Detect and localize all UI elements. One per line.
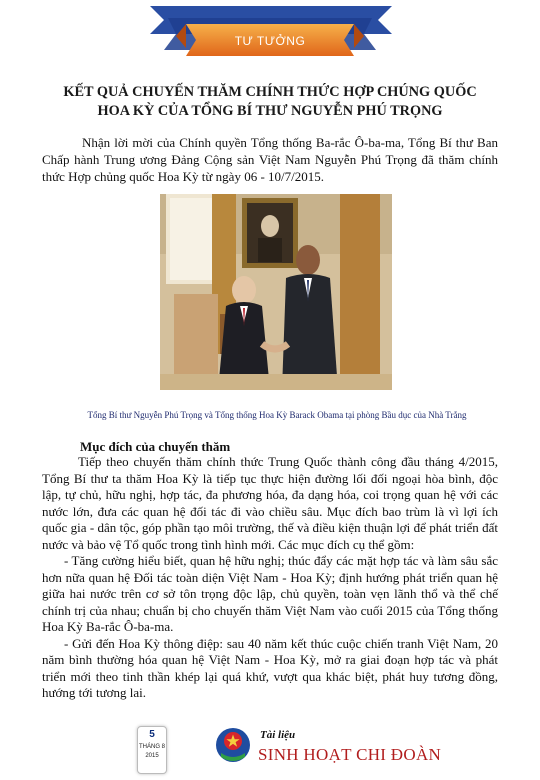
title-line-1: KẾT QUẢ CHUYẾN THĂM CHÍNH THỨC HỢP CHÚNG QUỐC xyxy=(63,84,477,100)
section-banner xyxy=(0,0,540,64)
page-number: 5 xyxy=(149,729,155,740)
body-paragraph-2: - Tăng cường hiểu biết, quan hệ hữu nghị; thúc đẩy các mặt hợp tác và làm sâu sắc hơn nữa quan hệ Đối tác toàn diện Việt Nam - Hoa Kỳ; định hướng phát triển quan hệ giữa hai nước trên cơ sở tôn trọng độc lập, chủ quyền, toàn vẹn lãnh thổ và thể chế chính trị của nhau; chuẩn bị cho chuyến thăm Việt Nam vào cuối 2015 của Tổng thống Hoa Kỳ Ba-rắc Ô-ba-ma. xyxy=(42,553,498,634)
series-label-small: Tài liệu xyxy=(260,729,296,741)
body-paragraph-1: Tiếp theo chuyến thăm chính thức Trung Quốc thành công đầu tháng 4/2015, Tổng Bí thư ta thăm Hoa Kỳ là tiếp tục thực hiện đường lối đối ngoại hòa bình, độc lập, tự chủ, hữu nghị, hợp tác, đa phương hóa, đa dạng hóa, coi trọng quan hệ với các nước lớn, đưa các quan hệ đối tác đi vào chiều sâu. Mục đích bao trùm là vì lợi ích quốc gia - dân tộc, góp phần tạo môi trường, thế và điều kiện thuận lợi để phát triển đất nước và bảo vệ Tổ quốc trong tình hình mới. Các mục đích cụ thể gồm: xyxy=(42,454,498,552)
article-body xyxy=(42,454,498,702)
page-number-badge xyxy=(137,726,167,774)
banner-label: TƯ TƯỞNG xyxy=(234,34,306,48)
photo-caption: Tổng Bí thư Nguyễn Phú Trọng và Tổng thống Hoa Kỳ Barack Obama tại phòng Bầu dục của Nhà Trắng xyxy=(87,410,467,420)
article-photo xyxy=(160,194,392,390)
series-label-big: SINH HOẠT CHI ĐOÀN xyxy=(258,745,442,764)
article-title xyxy=(20,83,520,121)
section-heading: Mục đích của chuyến thăm xyxy=(80,439,231,454)
intro-paragraph: Nhận lời mời của Chính quyền Tổng thống Ba-rắc Ô-ba-ma, Tổng Bí thư Ban Chấp hành Trung ương Đảng Cộng sản Việt Nam Nguyễn Phú Trọng đã thăm chính thức Hợp chủng quốc Hoa Kỳ từ ngày 06 - 10/7/2015. xyxy=(42,135,498,184)
title-line-2: HOA KỲ CỦA TỔNG BÍ THƯ NGUYỄN PHÚ TRỌNG xyxy=(97,103,443,119)
youth-union-logo xyxy=(215,725,251,765)
issue-month: THÁNG 8 xyxy=(138,744,165,750)
body-paragraph-3: - Gửi đến Hoa Kỳ thông điệp: sau 40 năm kết thúc cuộc chiến tranh Việt Nam, 20 năm bình thường hóa quan hệ Việt Nam - Hoa Kỳ, mở ra giai đoạn hợp tác và phát triển mới theo tinh thần khép lại quá khứ, vượt qua khác biệt, phát huy tương đồng, hướng tới tương lai. xyxy=(42,635,498,700)
issue-year: 2015 xyxy=(145,753,159,759)
